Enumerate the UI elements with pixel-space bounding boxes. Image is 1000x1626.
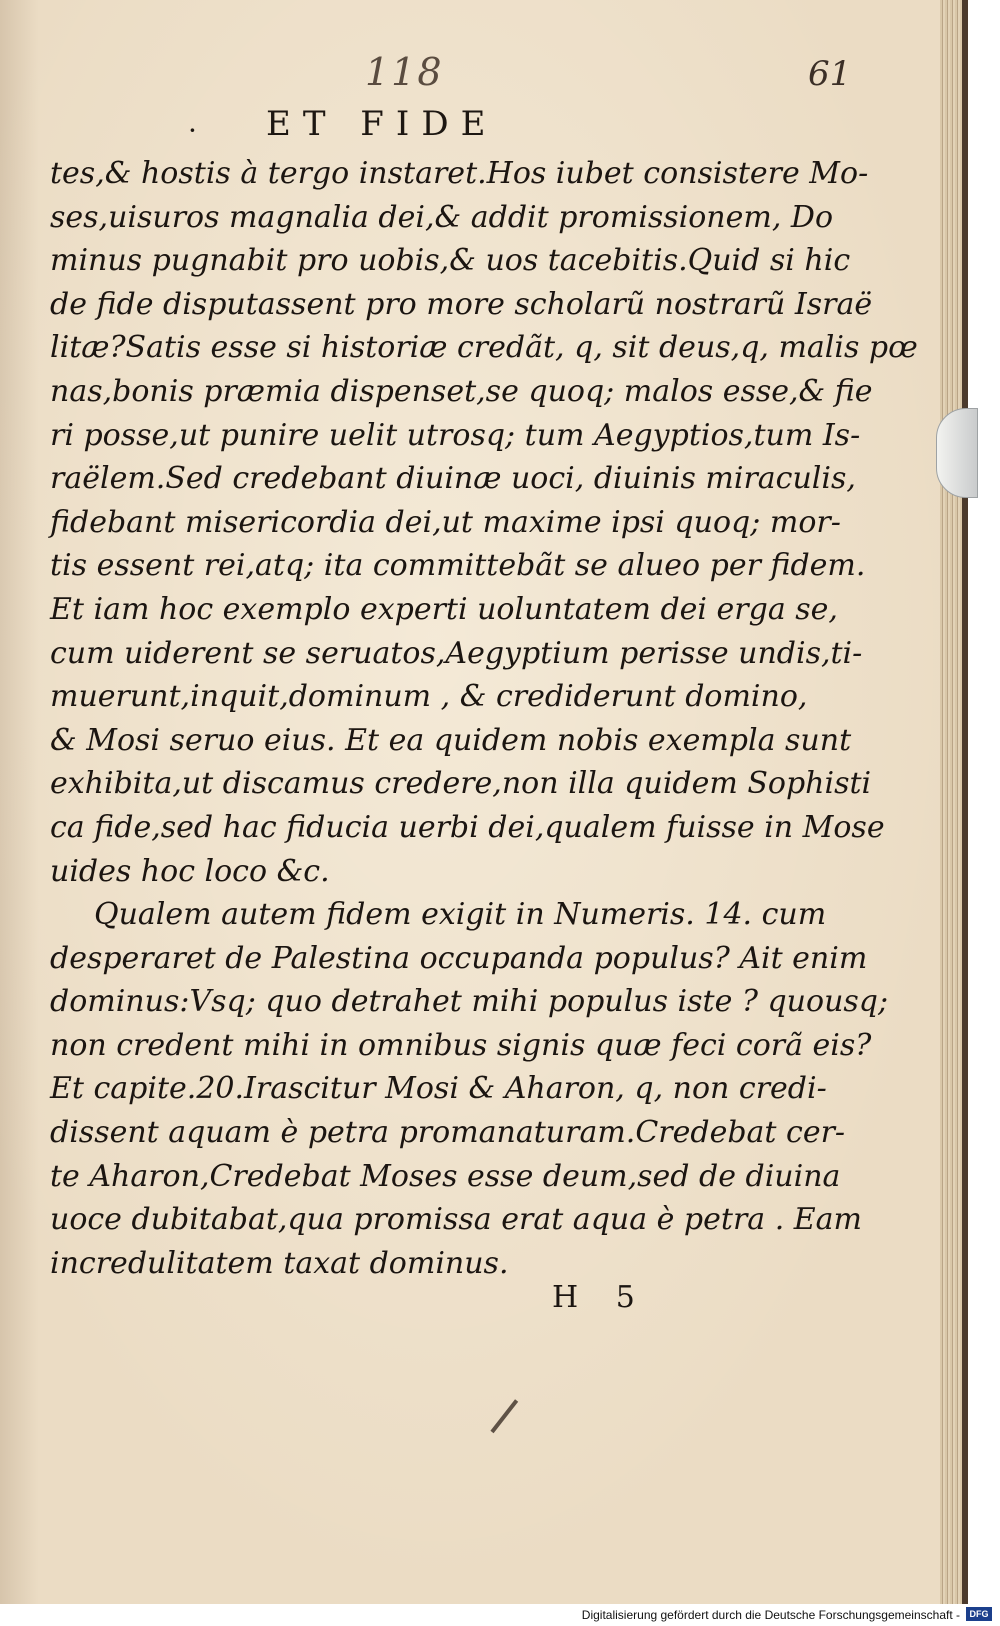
- text-line: Et capite.20.Irascitur Mosi & Aharon, q, non credi-: [50, 1071, 827, 1107]
- paper-clip: [936, 408, 978, 498]
- text-line: raëlem.Sed credebant diuinæ uoci, diuinis miraculis,: [50, 461, 856, 497]
- signature-mark: H 5: [552, 1280, 649, 1315]
- text-line: exhibita,ut discamus credere,non illa quidem Sophisti: [50, 766, 872, 802]
- text-line: de fide disputassent pro more scholarũ nostrarũ Israë: [50, 286, 873, 322]
- handwritten-folio-number: 118: [365, 50, 444, 94]
- book-cover-edge: [962, 0, 968, 1604]
- body-text: [50, 152, 918, 1285]
- text-line: litæ?Satis esse si historiæ credãt, q, sit deus,q, malis pœ: [50, 330, 918, 366]
- text-line: muerunt,inquit,dominum , & crediderunt domino,: [50, 679, 808, 715]
- running-head: ET FIDE: [266, 104, 498, 144]
- text-line: uoce dubitabat,qua promissa erat aqua è petra . Eam: [50, 1202, 863, 1238]
- text-line: ri posse,ut punire uelit utrosq; tum Aegyptios,tum Is-: [50, 417, 861, 453]
- text-line: incredulitatem taxat dominus.: [50, 1245, 509, 1281]
- funding-credit: Digitalisierung gefördert durch die Deutsche Forschungsgemeinschaft -: [581, 1608, 960, 1622]
- text-line: tis essent rei,atq; ita committebãt se alueo per fidem.: [50, 548, 866, 584]
- text-line: Et iam hoc exemplo experti uoluntatem dei erga se,: [50, 591, 838, 627]
- text-line: minus pugnabit pro uobis,& uos tacebitis.Quid si hic: [50, 243, 851, 279]
- text-line: uides hoc loco &c.: [50, 853, 330, 889]
- text-line: & Mosi seruo eius. Et ea quidem nobis exempla sunt: [50, 722, 852, 758]
- text-line: te Aharon,Credebat Moses esse deum,sed de diuina: [50, 1158, 841, 1194]
- running-head-dot: ·: [188, 114, 197, 147]
- text-line: tes,& hostis à tergo instaret.Hos iubet consistere Mo-: [50, 156, 869, 191]
- text-line: fidebant misericordia dei,ut maxime ipsi quoq; mor-: [50, 504, 841, 540]
- corner-folio-number: 61: [808, 54, 852, 94]
- text-line: non credent mihi in omnibus signis quæ feci corã eis?: [50, 1027, 872, 1063]
- text-line: desperaret de Palestina occupanda populus? Ait enim: [50, 940, 868, 976]
- text-line: cum uiderent se seruatos,Aegyptium perisse undis,ti-: [50, 635, 863, 671]
- dfg-logo: DFG: [966, 1607, 992, 1621]
- text-line: ca fide,sed hac fiducia uerbi dei,qualem fuisse in Mose: [50, 809, 885, 845]
- paragraph-start-line: Qualem autem fidem exigit in Numeris. 14. cum: [94, 897, 827, 933]
- text-line: ses,uisuros magnalia dei,& addit promissionem, Do: [50, 199, 834, 235]
- text-line: dissent aquam è petra promanaturam.Credebat cer-: [50, 1115, 846, 1151]
- text-line: nas,bonis præmia dispenset,se quoq; malos esse,& fie: [50, 373, 873, 409]
- text-line: dominus:Vsq; quo detrahet mihi populus iste ? quousq;: [50, 984, 889, 1020]
